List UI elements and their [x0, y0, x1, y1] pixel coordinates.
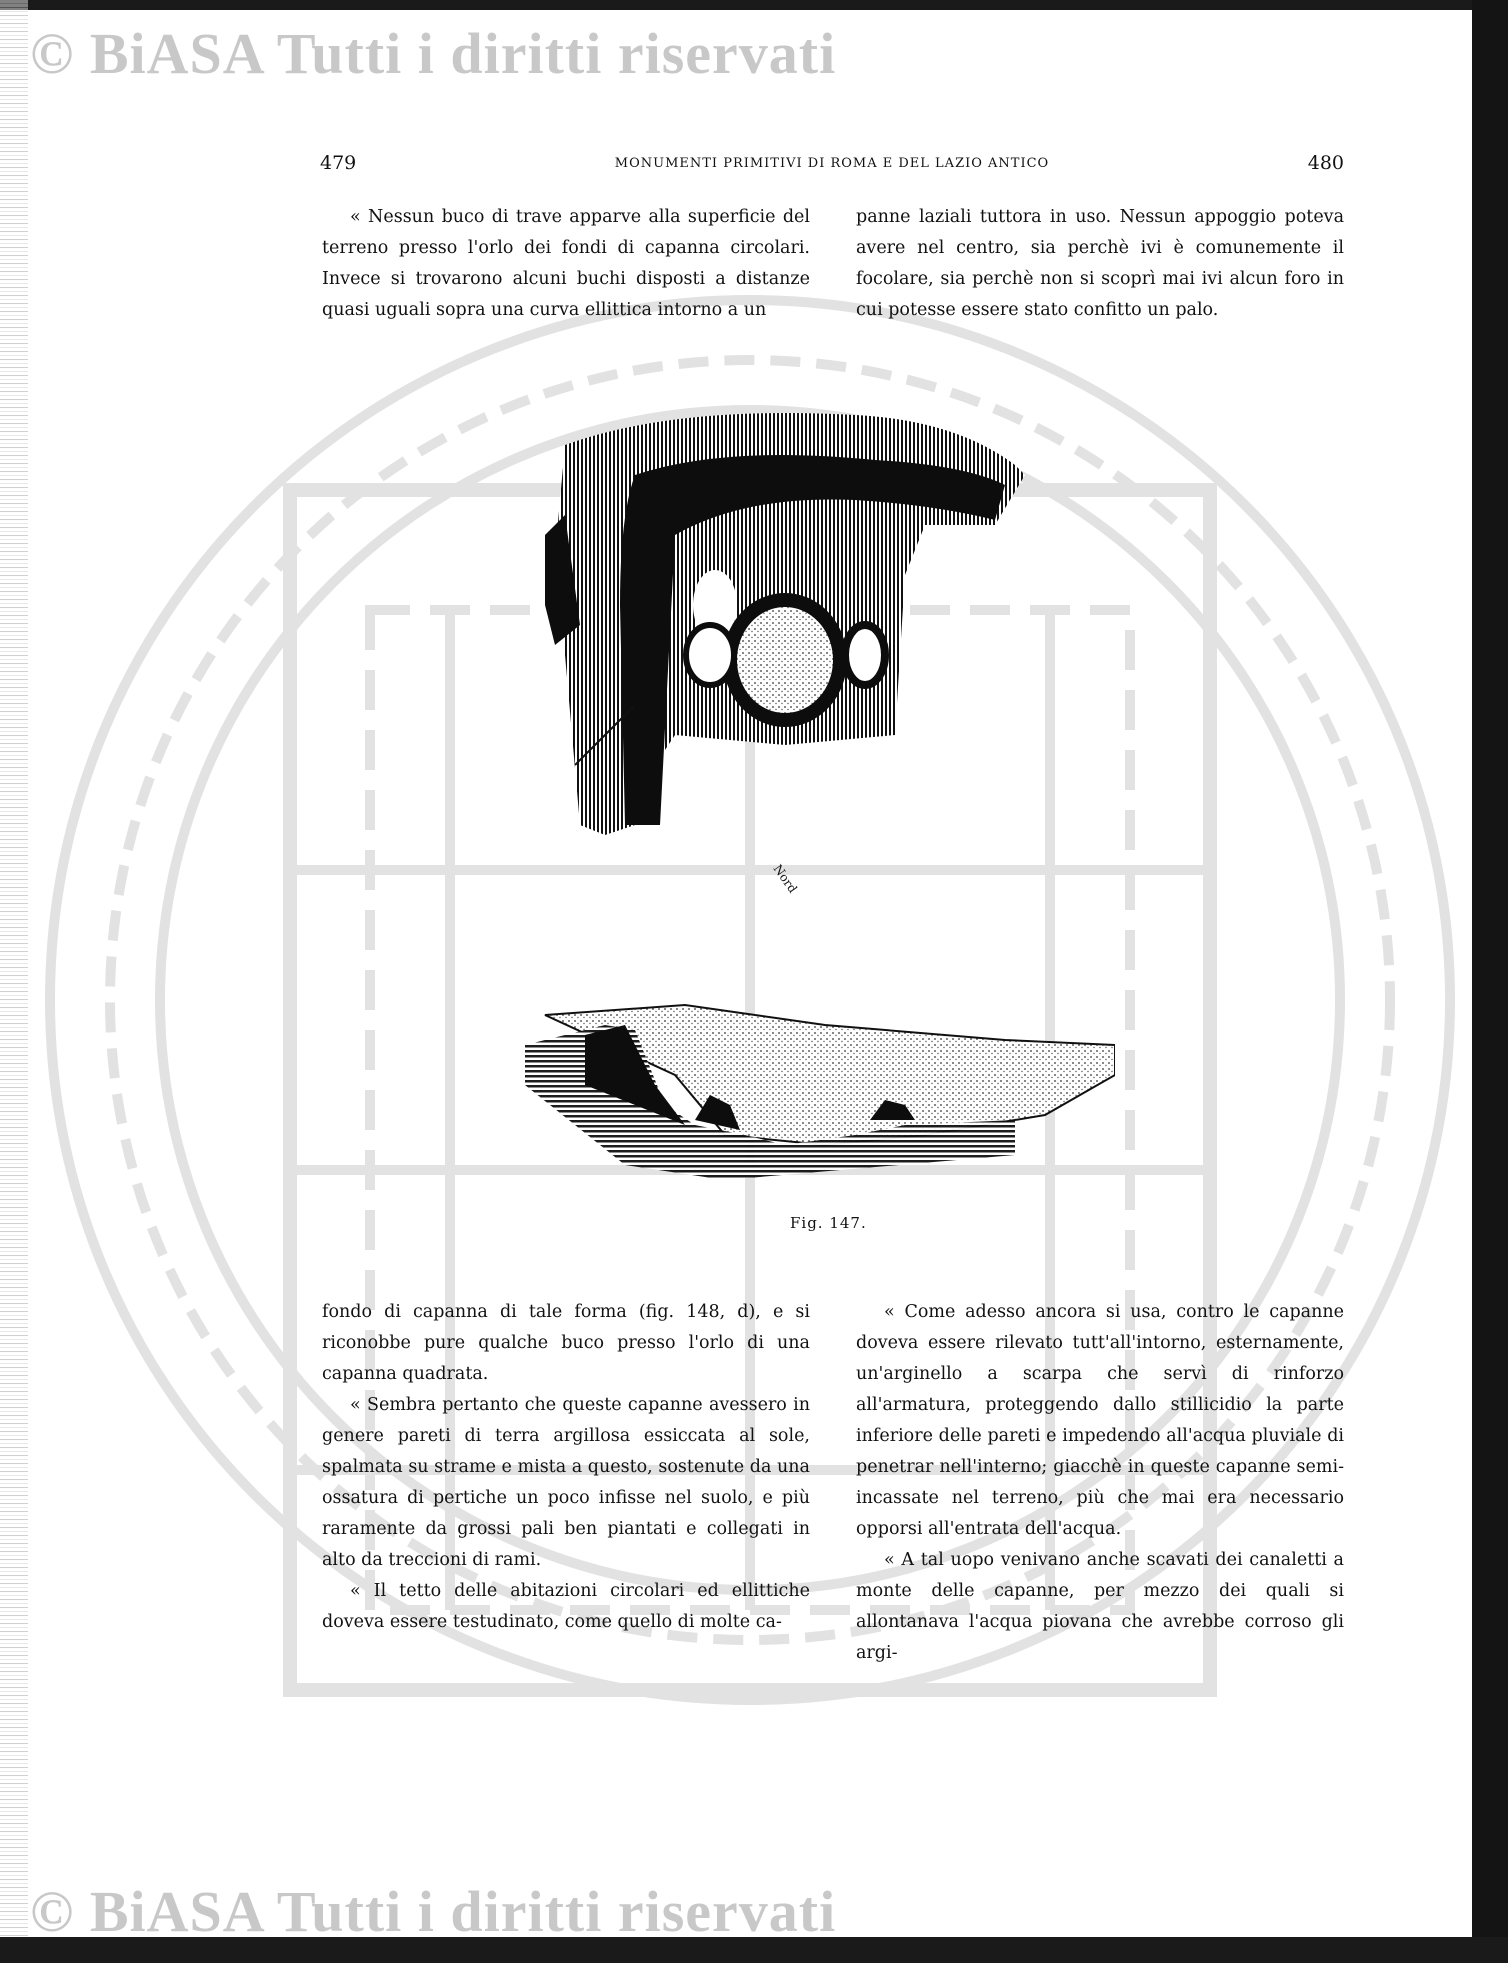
paragraph: « Nessun buco di trave apparve alla superficie del terreno presso l'orlo dei fondi di capanna circolari. Invece si trovarono alcuni buchi disposti a distanze quasi uguali sopra una curva ellittica intorno a un: [322, 207, 810, 320]
page-number-left: 479: [320, 152, 357, 174]
lower-right-column: [856, 1297, 1344, 1669]
figure-caption: Fig. 147.: [790, 1214, 867, 1232]
plan-view: [545, 413, 1025, 835]
lower-left-column: [322, 1297, 810, 1638]
upper-right-column: [856, 202, 1344, 326]
section-view: [525, 1005, 1115, 1180]
scan-border-left: [0, 0, 28, 1963]
copyright-watermark-top: © BiASA Tutti i diritti riservati: [30, 21, 837, 86]
running-title: MONUMENTI PRIMITIVI DI ROMA E DEL LAZIO ANTICO: [614, 156, 1050, 171]
upper-left-column: [322, 202, 810, 326]
page-number-right: 480: [1307, 152, 1344, 174]
paragraph: « Come adesso ancora si usa, contro le capanne doveva essere rilevato tutt'all'intorno, esternamente, un'arginello a scarpa che servì di rinforzo all'armatura, proteggendo dallo stillicidio la parte inferiore delle pareti e impedendo all'acqua pluviale di penetrar nell'interno; giacchè in queste capanne semi-incassate nel terreno, più che mai era necessario opporsi all'entrata dell'acqua.: [856, 1302, 1344, 1539]
page-header: [320, 152, 1344, 182]
paragraph: « Il tetto delle abitazioni circolari ed ellittiche doveva essere testudinato, come quello di molte ca-: [322, 1581, 810, 1632]
paragraph: panne laziali tuttora in uso. Nessun appoggio poteva avere nel centro, sia perchè ivi è comunemente il focolare, sia perchè non si scoprì mai ivi alcun foro in cui potesse essere stato confitto un palo.: [856, 207, 1344, 320]
scan-border-right: [1472, 0, 1508, 1963]
figure-147-illustration: [525, 405, 1115, 1195]
north-label: Nord: [770, 862, 800, 896]
paragraph: « A tal uopo venivano anche scavati dei canaletti a monte delle capanne, per mezzo dei quali si allontanava l'acqua piovana che avrebbe corroso gli argi-: [856, 1550, 1344, 1663]
paragraph: fondo di capanna di tale forma (fig. 148, d), e si riconobbe pure qualche buco presso l'orlo di una capanna quadrata.: [322, 1302, 810, 1384]
scan-border-top: [0, 0, 1508, 10]
paragraph: « Sembra pertanto che queste capanne avessero in genere pareti di terra argillosa essiccata al sole, spalmata su strame e mista a questo, sostenute da una ossatura di pertiche un poco infisse nel suolo, e più raramente da grossi pali ben piantati e collegati in alto da treccioni di rami.: [322, 1395, 810, 1570]
copyright-watermark-bottom: © BiASA Tutti i diritti riservati: [30, 1879, 837, 1944]
